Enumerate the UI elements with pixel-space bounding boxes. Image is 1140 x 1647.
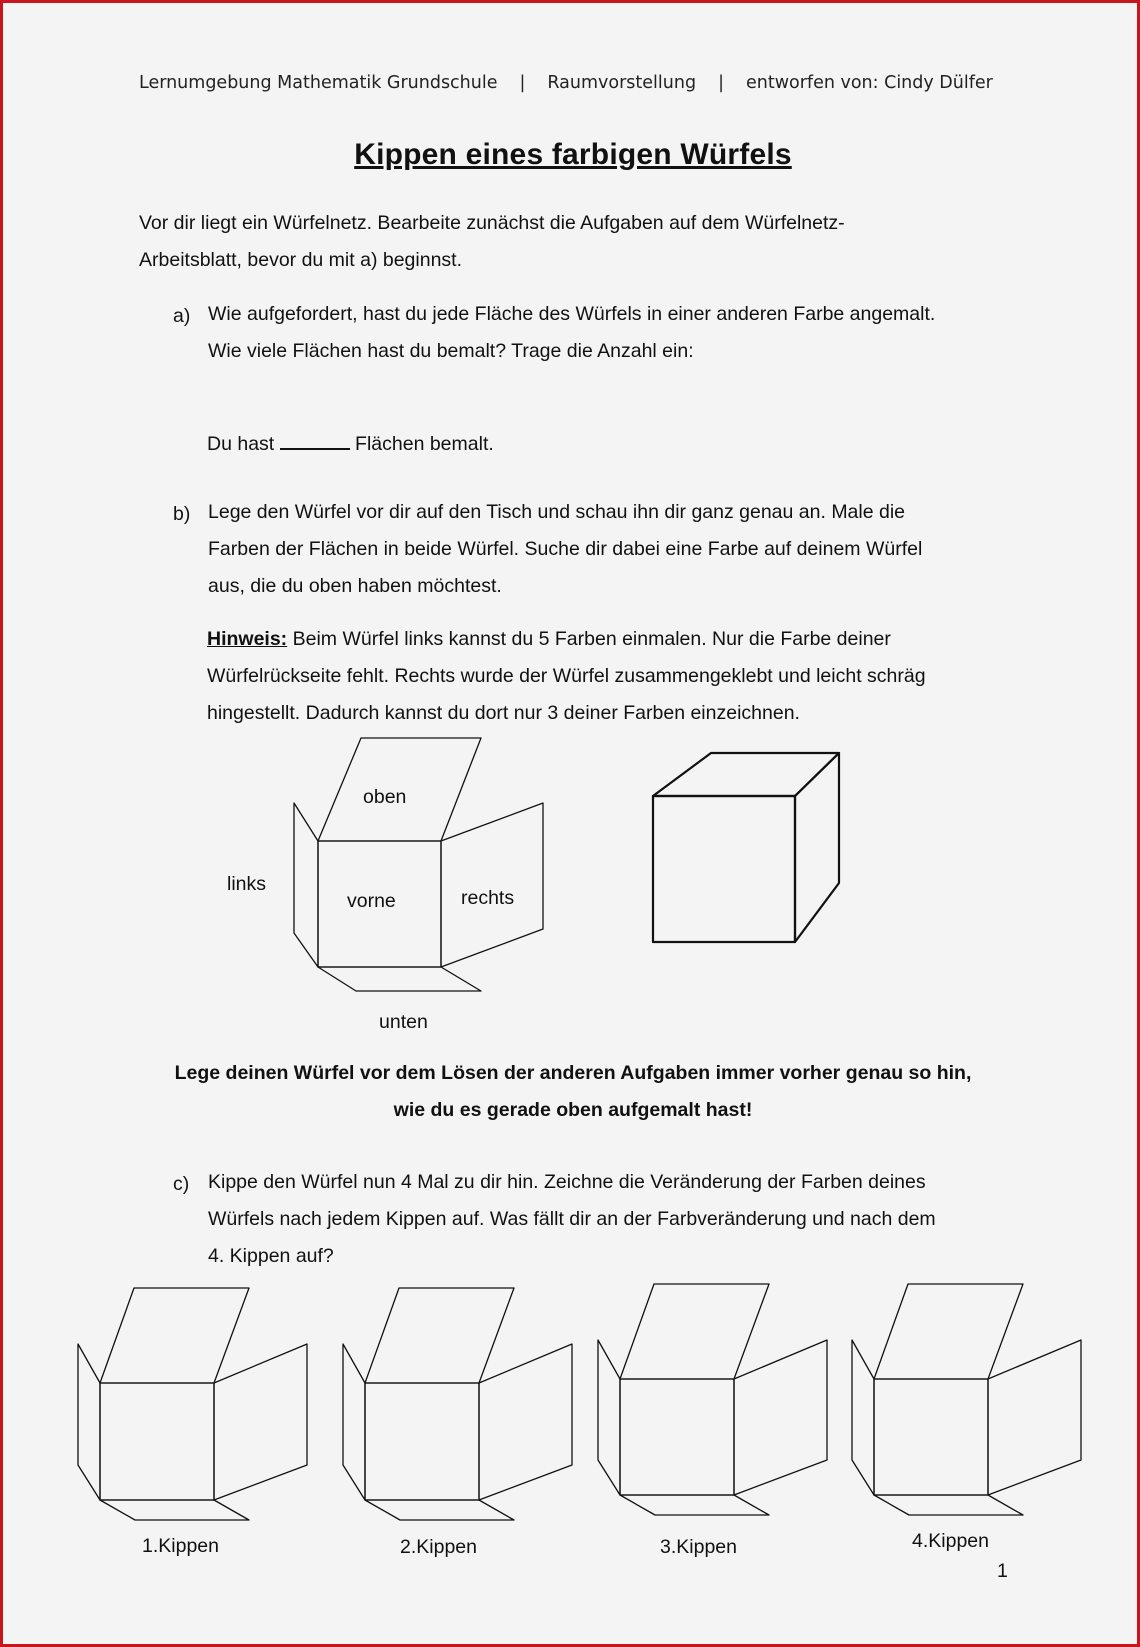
net-face-left[interactable] <box>294 803 318 967</box>
task-b-line: Lege den Würfel vor dir auf den Tisch und schau ihn dir ganz genau an. Male die <box>208 501 906 523</box>
task-c-line: Würfels nach jedem Kippen auf. Was fällt dir an der Farbveränderung und nach dem <box>208 1208 936 1230</box>
flip-face-top[interactable] <box>874 1284 1023 1379</box>
hint-line: hingestellt. Dadurch kannst du dort nur 3 deiner Farben einzeichnen. <box>207 702 800 724</box>
flip-label-3: 3.Kippen <box>660 1536 737 1558</box>
open-cube-net <box>294 738 543 991</box>
task-c-line: Kippe den Würfel nun 4 Mal zu dir hin. Zeichne die Veränderung der Farben deines <box>208 1171 926 1193</box>
net-face-right[interactable] <box>441 803 543 967</box>
flip-face-bottom[interactable] <box>874 1495 1023 1515</box>
flip-face-top[interactable] <box>100 1288 249 1383</box>
flip-face-right[interactable] <box>734 1340 827 1495</box>
task-c-label: c) <box>173 1173 190 1195</box>
task-c-line: 4. Kippen auf? <box>208 1245 334 1267</box>
task-a-line: Wie aufgefordert, hast du jede Fläche des Würfels in einer anderen Farbe angemalt. <box>208 303 936 325</box>
instruction-line: wie du es gerade oben aufgemalt hast! <box>393 1099 753 1121</box>
flip-net-3 <box>598 1284 827 1515</box>
header-course: Lernumgebung Mathematik Grundschule <box>139 73 498 93</box>
flip-face-top[interactable] <box>620 1284 769 1379</box>
flip-face-front[interactable] <box>620 1379 734 1495</box>
cube-face-top[interactable] <box>653 753 839 796</box>
page-number: 1 <box>997 1560 1008 1582</box>
hint-line: Beim Würfel links kannst du 5 Farben einmalen. Nur die Farbe deiner <box>292 628 891 650</box>
flip-face-right[interactable] <box>214 1344 307 1500</box>
task-b-line: aus, die du oben haben möchtest. <box>208 575 502 597</box>
flip-face-left[interactable] <box>78 1344 100 1500</box>
instruction-line: Lege deinen Würfel vor dem Lösen der anderen Aufgaben immer vorher genau so hin, <box>174 1062 972 1084</box>
flip-face-right[interactable] <box>988 1340 1081 1495</box>
net-label-front: vorne <box>347 890 396 912</box>
flip-net-2 <box>343 1288 572 1520</box>
answer-prefix: Du hast <box>207 433 275 455</box>
flip-net-4 <box>852 1284 1081 1515</box>
net-face-bottom[interactable] <box>318 967 481 991</box>
flip-face-front[interactable] <box>874 1379 988 1495</box>
net-label-top: oben <box>363 786 407 808</box>
flip-label-2: 2.Kippen <box>400 1536 477 1558</box>
closed-cube <box>653 753 839 942</box>
flip-face-bottom[interactable] <box>100 1500 249 1520</box>
header-separator: | <box>718 73 724 93</box>
flip-label-1: 1.Kippen <box>142 1535 219 1557</box>
page-title: Kippen eines farbigen Würfels <box>354 138 792 171</box>
hint-label: Hinweis: <box>207 628 288 650</box>
header-topic: Raumvorstellung <box>547 73 697 93</box>
task-a-label: a) <box>173 305 191 327</box>
flip-face-left[interactable] <box>598 1340 620 1495</box>
flip-face-left[interactable] <box>852 1340 874 1495</box>
flip-face-left[interactable] <box>343 1344 365 1500</box>
task-b-line: Farben der Flächen in beide Würfel. Suche dir dabei eine Farbe auf deinem Würfel <box>208 538 923 560</box>
cube-face-right[interactable] <box>795 753 839 942</box>
flip-face-right[interactable] <box>479 1344 572 1500</box>
intro-line: Vor dir liegt ein Würfelnetz. Bearbeite zunächst die Aufgaben auf dem Würfelnetz- <box>139 212 845 234</box>
flip-face-front[interactable] <box>365 1383 479 1500</box>
cube-face-front[interactable] <box>653 796 795 942</box>
header-separator: | <box>519 73 526 93</box>
header-author: entworfen von: Cindy Dülfer <box>745 73 993 93</box>
intro-line: Arbeitsblatt, bevor du mit a) beginnst. <box>139 249 462 271</box>
flip-face-front[interactable] <box>100 1383 214 1500</box>
flip-face-top[interactable] <box>365 1288 514 1383</box>
flip-label-4: 4.Kippen <box>912 1530 989 1552</box>
flip-face-bottom[interactable] <box>620 1495 769 1515</box>
task-b-label: b) <box>173 503 191 525</box>
hint-line: Würfelrückseite fehlt. Rechts wurde der Würfel zusammengeklebt und leicht schräg <box>207 665 926 687</box>
net-label-left: links <box>227 873 267 895</box>
flip-net-1 <box>78 1288 307 1520</box>
task-a-line: Wie viele Flächen hast du bemalt? Trage die Anzahl ein: <box>208 340 694 362</box>
flip-face-bottom[interactable] <box>365 1500 514 1520</box>
task-c-text <box>208 1164 936 1275</box>
net-label-bottom: unten <box>379 1011 428 1033</box>
net-label-right: rechts <box>461 887 515 909</box>
figures-canvas <box>3 3 1137 1644</box>
answer-suffix: Flächen bemalt. <box>355 433 494 455</box>
